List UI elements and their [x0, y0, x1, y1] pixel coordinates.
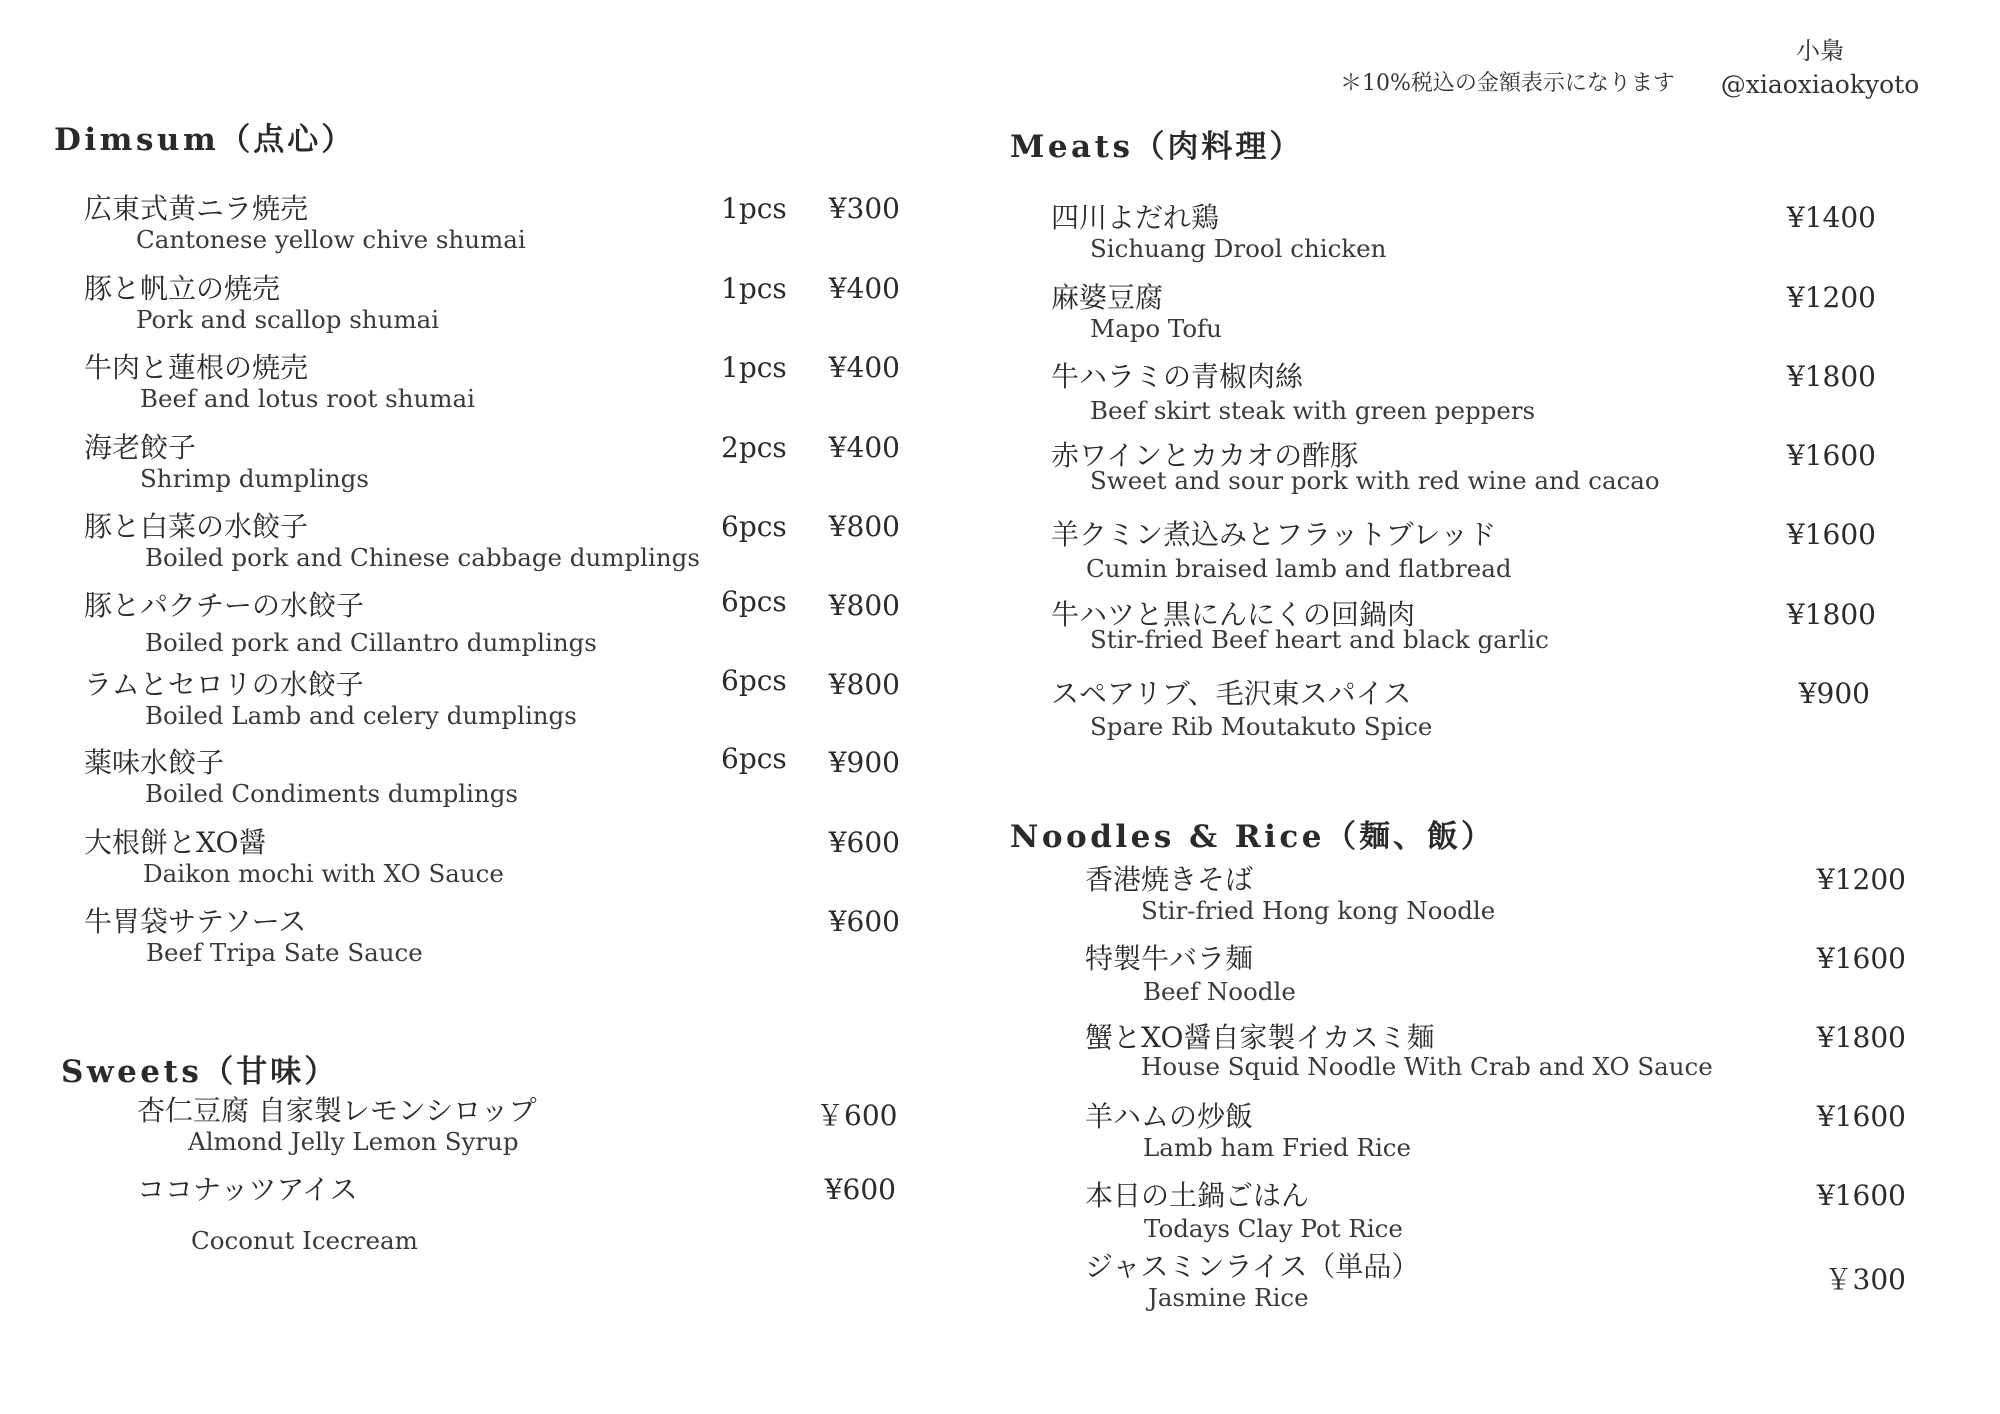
item-name: 杏仁豆腐 自家製レモンシロップ	[137, 1094, 537, 1127]
item-english: Coconut Icecream	[191, 1226, 418, 1255]
item-name: 牛胃袋サテソース	[84, 905, 307, 938]
item-price: ￥600	[816, 1099, 898, 1132]
item-name: ラムとセロリの水餃子	[84, 668, 364, 701]
item-name: 蟹とXO醤自家製イカスミ麺	[1085, 1021, 1435, 1054]
item-english: Stir-fried Hong kong Noodle	[1141, 896, 1496, 925]
item-qty: 6pcs	[721, 742, 787, 775]
item-price: ¥800	[828, 510, 900, 543]
item-name: 羊ハムの炒飯	[1085, 1100, 1254, 1133]
item-qty: 1pcs	[721, 192, 787, 225]
item-name: ジャスミンライス（単品）	[1085, 1250, 1420, 1283]
tax-note: ＊10%税込の金額表示になります	[1340, 71, 1675, 96]
menu-item-meats-2	[1051, 360, 1535, 425]
item-qty: 6pcs	[721, 585, 787, 618]
item-price: ¥400	[828, 351, 900, 384]
item-name: 麻婆豆腐	[1051, 281, 1164, 314]
section-title-sweets	[61, 1046, 338, 1091]
item-english: Shrimp dumplings	[140, 464, 369, 493]
menu-item-meats-5	[1051, 598, 1549, 654]
item-price: ¥800	[828, 589, 900, 622]
item-english: Boiled Condiments dumplings	[145, 779, 518, 808]
menu-item-sweets-1	[137, 1173, 418, 1255]
menu-item-noodles-1	[1085, 942, 1296, 1006]
item-name: 薬味水餃子	[84, 746, 225, 779]
menu-item-dimsum-0	[84, 192, 526, 254]
item-name: 牛肉と蓮根の焼売	[84, 351, 309, 384]
item-name: ココナッツアイス	[137, 1173, 358, 1206]
menu-item-dimsum-1	[84, 272, 439, 334]
item-english: Cantonese yellow chive shumai	[136, 225, 526, 254]
brand-handle: @xiaoxiaokyoto	[1720, 70, 1920, 99]
item-english: Spare Rib Moutakuto Spice	[1090, 712, 1433, 741]
item-price: ¥1600	[1816, 942, 1906, 975]
menu-item-dimsum-6	[84, 668, 577, 730]
brand	[1720, 34, 1920, 102]
item-name: 牛ハツと黒にんにくの回鍋肉	[1051, 598, 1416, 631]
item-price: ¥1200	[1786, 281, 1876, 314]
item-price: ¥1600	[1816, 1179, 1906, 1212]
section-title-jp: （麺、飯）	[1325, 819, 1496, 855]
item-price: ¥1200	[1816, 863, 1906, 896]
item-name: スペアリブ、毛沢東スパイス	[1051, 677, 1412, 710]
item-name: 広東式黄ニラ焼売	[84, 192, 309, 225]
item-english: Almond Jelly Lemon Syrup	[188, 1127, 519, 1156]
menu-item-dimsum-7	[84, 746, 518, 808]
item-english: Stir-fried Beef heart and black garlic	[1090, 625, 1549, 654]
item-english: Todays Clay Pot Rice	[1144, 1214, 1403, 1243]
section-title-jp: （肉料理）	[1133, 129, 1304, 165]
item-english: Pork and scallop shumai	[136, 305, 440, 334]
item-english: Boiled Lamb and celery dumplings	[145, 701, 577, 730]
section-title-dimsum	[54, 114, 355, 159]
section-title-jp: （点心）	[219, 122, 356, 158]
item-name: 羊クミン煮込みとフラットブレッド	[1051, 518, 1497, 551]
item-english: House Squid Noodle With Crab and XO Sauce	[1141, 1052, 1713, 1081]
section-title-noodles-rice	[1010, 811, 1495, 856]
item-name: 豚と帆立の焼売	[84, 272, 281, 305]
section-title-en: Noodles & Rice	[1010, 819, 1326, 855]
item-english: Cumin braised lamb and flatbread	[1086, 554, 1512, 583]
item-english: Beef Tripa Sate Sauce	[146, 938, 423, 967]
menu-item-meats-0	[1051, 201, 1386, 263]
item-english: Sichuang Drool chicken	[1090, 234, 1387, 263]
section-title-en: Dimsum	[54, 122, 220, 158]
menu-item-meats-1	[1051, 281, 1222, 343]
item-price: ¥900	[828, 746, 900, 779]
menu-item-noodles-5	[1085, 1250, 1419, 1312]
menu-item-dimsum-9	[84, 905, 423, 967]
item-name: 大根餅とXO醤	[84, 826, 267, 859]
item-price: ¥900	[1798, 677, 1870, 710]
section-title-meats	[1010, 121, 1303, 166]
menu-item-dimsum-8	[84, 826, 504, 888]
item-qty: 1pcs	[721, 272, 787, 305]
item-price: ¥300	[828, 192, 900, 225]
item-price: ¥400	[828, 272, 900, 305]
menu-item-dimsum-3	[84, 431, 369, 493]
menu-item-dimsum-2	[84, 351, 475, 413]
item-price: ¥1800	[1816, 1021, 1906, 1054]
item-name: 四川よだれ鶏	[1051, 201, 1220, 234]
item-english: Lamb ham Fried Rice	[1143, 1133, 1412, 1162]
item-english: Beef and lotus root shumai	[140, 384, 475, 413]
item-english: Boiled pork and Chinese cabbage dumplings	[145, 543, 700, 572]
item-price: ¥1400	[1786, 201, 1876, 234]
item-qty: 6pcs	[721, 664, 787, 697]
menu-item-noodles-3	[1085, 1100, 1411, 1162]
section-title-en: Sweets	[61, 1054, 203, 1090]
item-name: 牛ハラミの青椒肉絲	[1051, 360, 1304, 393]
item-name: 豚と白菜の水餃子	[84, 510, 309, 543]
item-name: 特製牛バラ麺	[1085, 942, 1254, 975]
item-price: ¥1600	[1786, 439, 1876, 472]
item-english: Sweet and sour pork with red wine and cacao	[1090, 466, 1660, 495]
item-qty: 2pcs	[721, 431, 787, 464]
item-english: Beef Noodle	[1143, 977, 1296, 1006]
item-english: Beef skirt steak with green peppers	[1090, 396, 1536, 425]
item-price: ¥600	[824, 1173, 896, 1206]
item-price: ¥600	[828, 905, 900, 938]
menu-item-noodles-0	[1085, 863, 1495, 925]
item-name: 本日の土鍋ごはん	[1085, 1179, 1310, 1212]
menu-item-noodles-2	[1085, 1021, 1713, 1081]
item-english: Jasmine Rice	[1148, 1283, 1309, 1312]
section-title-en: Meats	[1010, 129, 1134, 165]
item-price: ¥1800	[1786, 598, 1876, 631]
item-english: Boiled pork and Cillantro dumplings	[145, 628, 597, 657]
item-qty: 1pcs	[721, 351, 787, 384]
menu-item-sweets-0	[137, 1094, 537, 1156]
section-title-jp: （甘味）	[202, 1054, 339, 1090]
menu-item-dimsum-5	[84, 589, 597, 657]
menu-item-meats-6	[1051, 677, 1432, 741]
menu-item-noodles-4	[1085, 1179, 1403, 1243]
item-name: 豚とパクチーの水餃子	[84, 589, 365, 622]
item-name: 赤ワインとカカオの酢豚	[1051, 439, 1359, 472]
item-qty: 6pcs	[721, 510, 787, 543]
item-price: ¥1800	[1786, 360, 1876, 393]
item-price: ¥1600	[1786, 518, 1876, 551]
item-price: ¥600	[828, 826, 900, 859]
item-price: ¥1600	[1816, 1100, 1906, 1133]
menu-item-meats-4	[1051, 518, 1512, 583]
menu-item-meats-3	[1051, 439, 1660, 495]
item-price: ¥400	[828, 431, 900, 464]
item-english: Daikon mochi with XO Sauce	[143, 859, 504, 888]
item-name: 香港焼きそば	[1085, 863, 1254, 896]
brand-name: 小梟	[1796, 37, 1844, 65]
item-name: 海老餃子	[84, 431, 197, 464]
item-price: ¥800	[828, 668, 900, 701]
menu-item-dimsum-4	[84, 510, 700, 572]
item-price: ￥300	[1824, 1263, 1906, 1296]
item-english: Mapo Tofu	[1090, 314, 1222, 343]
